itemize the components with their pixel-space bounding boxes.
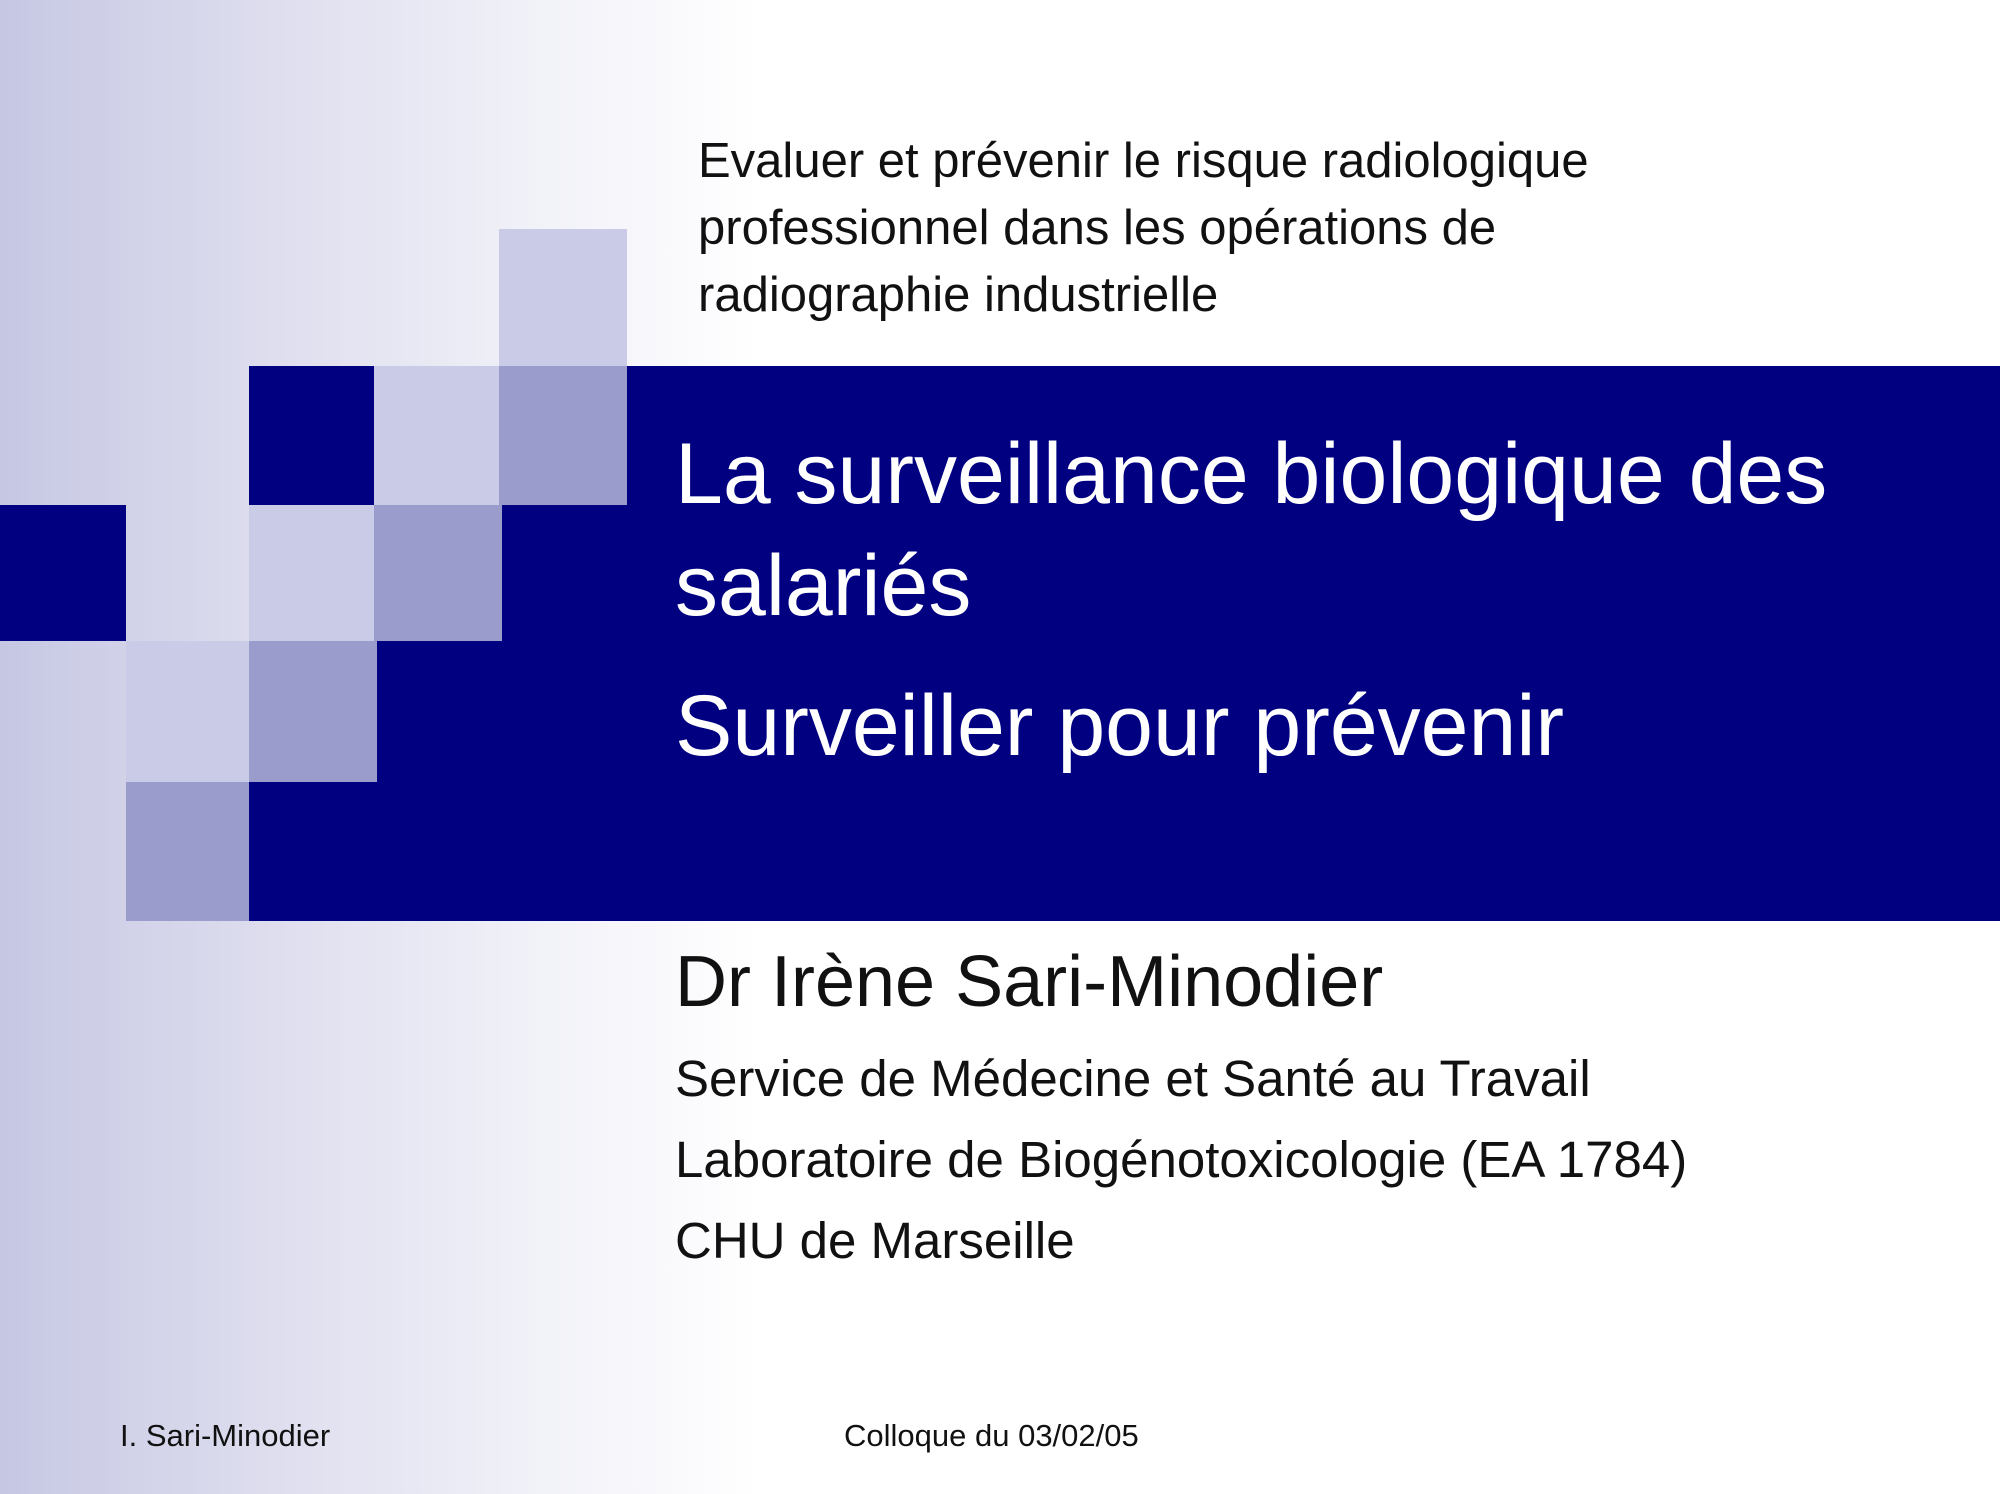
decorative-square — [499, 366, 627, 505]
affiliation-line: Service de Médecine et Santé au Travail — [675, 1050, 1591, 1107]
affiliation-line: CHU de Marseille — [675, 1212, 1075, 1269]
decorative-square — [374, 366, 499, 505]
author-name: Dr Irène Sari-Minodier — [675, 942, 1384, 1022]
decorative-square — [126, 641, 249, 782]
title-secondary: Surveiller pour prévenir — [675, 678, 1565, 774]
subtitle-line: Evaluer et prévenir le risque radiologique — [698, 134, 1589, 188]
title-main: La surveillance biologique des salariés — [675, 426, 1828, 634]
footer-date: Colloque du 03/02/05 — [844, 1418, 1139, 1453]
affiliation-list — [675, 1038, 1687, 1281]
decorative-square — [374, 505, 502, 641]
decorative-square — [249, 641, 377, 782]
decorative-square — [249, 505, 374, 641]
subtitle-line: radiographie industrielle — [698, 268, 1219, 322]
conference-subtitle — [698, 128, 1898, 329]
left-accent-block — [0, 505, 126, 641]
footer-author: I. Sari-Minodier — [120, 1418, 331, 1453]
slide-title — [675, 418, 1975, 782]
decorative-square — [499, 229, 627, 366]
affiliation-line: Laboratoire de Biogénotoxicologie (EA 1784) — [675, 1131, 1688, 1188]
subtitle-line: professionnel dans les opérations de — [698, 201, 1497, 255]
decorative-square — [126, 782, 249, 921]
